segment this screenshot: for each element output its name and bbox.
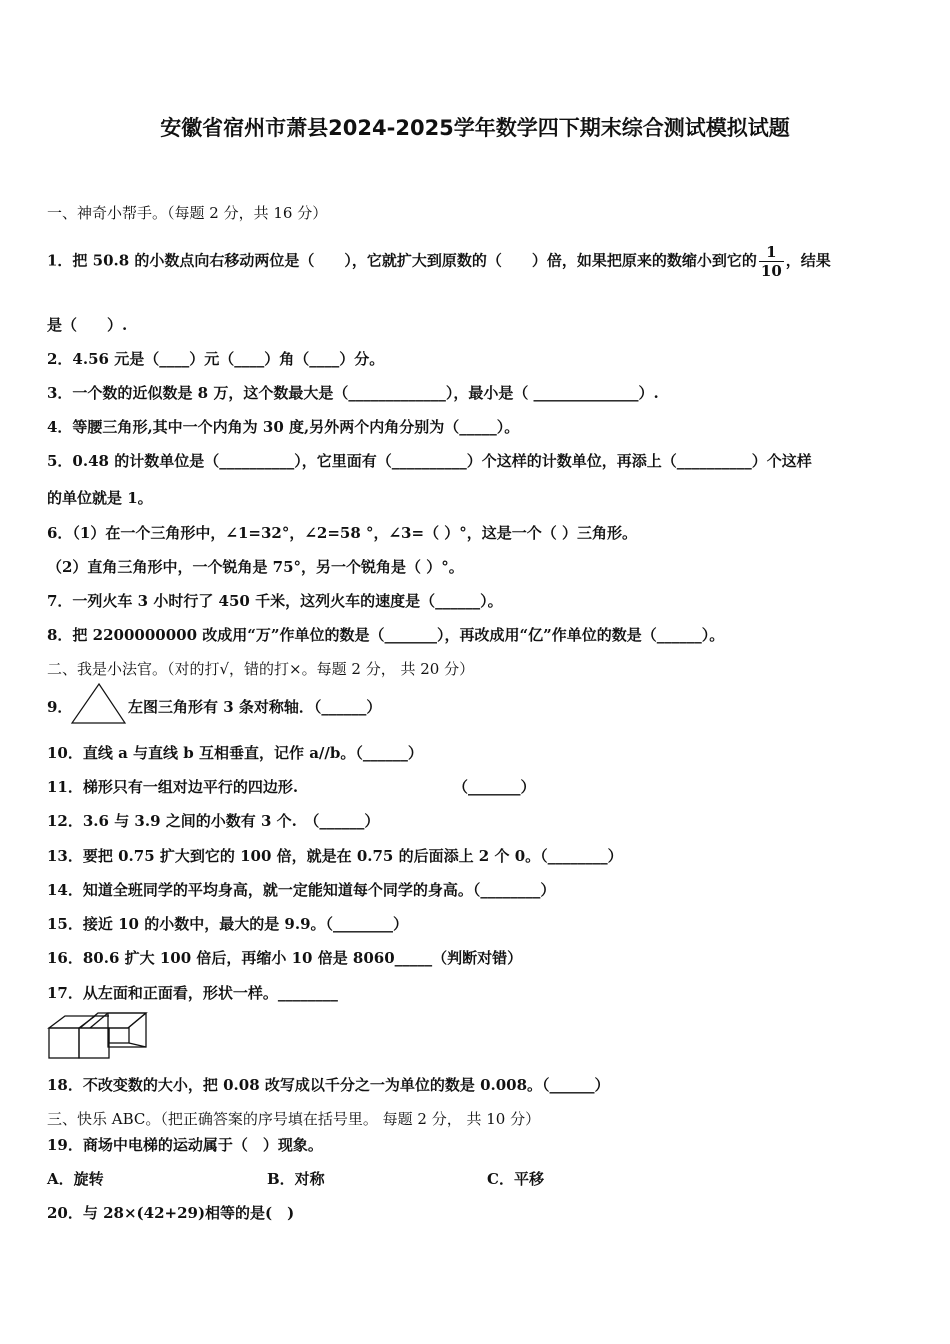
question-16: 16．80.6 扩大 100 倍后，再缩小 10 倍是 8060_____（判断对错） [47, 949, 523, 967]
option-b: B．对称 [267, 1170, 325, 1188]
fraction-one-tenth [759, 243, 784, 280]
question-17: 17．从左面和正面看，形状一样。________ [47, 984, 338, 1002]
question-2: 2．4.56 元是（____）元（____）角（____）分。 [47, 350, 385, 368]
question-12: 12．3.6 与 3.9 之间的小数有 3 个. （______） [47, 812, 380, 830]
question-5-line-2: 的单位就是 1。 [47, 489, 153, 507]
question-9-number: 9． [47, 698, 73, 716]
section-heading-3: 三、快乐 ABC。（把正确答案的序号填在括号里。 每题 2 分， 共 10 分） [47, 1110, 541, 1128]
question-7: 7．一列火车 3 小时行了 450 千米，这列火车的速度是（______）。 [47, 592, 503, 610]
question-5-line-1: 5．0.48 的计数单位是（__________），它里面有（__________）个这样的计数单位，再添上（__________）个这样 [47, 452, 812, 470]
question-15: 15．接近 10 的小数中，最大的是 9.9。（________） [47, 915, 409, 933]
triangle-figure [70, 682, 128, 726]
question-9-text: 左图三角形有 3 条对称轴．（______） [128, 698, 382, 716]
question-3: 3．一个数的近似数是 8 万，这个数最大是（_____________），最小是（ ______________）. [47, 384, 659, 402]
question-13: 13．要把 0.75 扩大到它的 100 倍，就是在 0.75 的后面添上 2 个 0。（________） [47, 847, 623, 865]
fraction-numerator: 1 [766, 243, 777, 261]
question-1 [47, 243, 831, 280]
question-1-tail: ，结果 [785, 251, 831, 270]
page-title: 安徽省宿州市萧县2024-2025学年数学四下期末综合测试模拟试题 [160, 116, 790, 140]
option-c: C．平移 [487, 1170, 544, 1188]
question-11-blank: （_______） [453, 778, 536, 796]
question-4: 4．等腰三角形,其中一个内角为 30 度,另外两个内角分别为（_____）。 [47, 418, 520, 436]
question-10: 10．直线 a 与直线 b 互相垂直，记作 a//b。（______） [47, 744, 423, 762]
question-14: 14．知道全班同学的平均身高，就一定能知道每个同学的身高。（________） [47, 881, 556, 899]
question-8: 8．把 2200000000 改成用“万”作单位的数是（_______），再改成用“亿”作单位的数是（______）。 [47, 626, 725, 644]
section-heading-1: 一、神奇小帮手。（每题 2 分，共 16 分） [47, 204, 328, 222]
question-6-line-1: 6．（1）在一个三角形中，∠1=32°，∠2=58 °，∠3=（ ）°，这是一个（ ）三角形。 [47, 524, 638, 542]
question-11: 11．梯形只有一组对边平行的四边形. [47, 778, 299, 796]
section-heading-2: 二、我是小法官。（对的打√，错的打×。每题 2 分， 共 20 分） [47, 660, 475, 678]
question-18: 18．不改变数的大小，把 0.08 改写成以千分之一为单位的数是 0.008。（______） [47, 1076, 610, 1094]
option-a: A．旋转 [47, 1170, 104, 1188]
question-1-text: 1．把 50.8 的小数点向右移动两位是（ ），它就扩大到原数的（ ）倍，如果把原来的数缩小到它的 [47, 251, 757, 270]
question-6-line-2: （2）直角三角形中，一个锐角是 75°，另一个锐角是（ ）°。 [47, 558, 464, 576]
question-19: 19．商场中电梯的运动属于（ ）现象。 [47, 1136, 323, 1154]
question-1-continuation: 是（ ）. [47, 316, 128, 334]
question-20: 20．与 28×(42+29)相等的是( ) [47, 1204, 295, 1222]
fraction-denominator: 10 [760, 262, 782, 280]
cubes-figure [46, 1010, 152, 1062]
